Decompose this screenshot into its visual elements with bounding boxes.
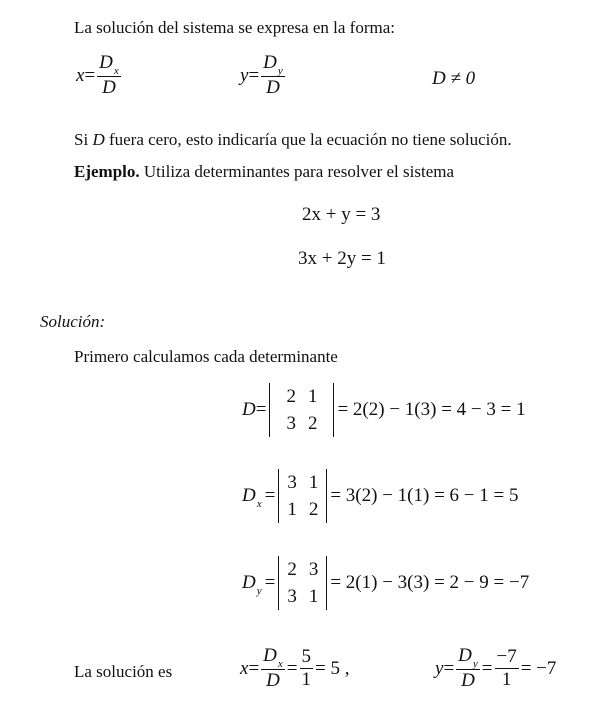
formula-x [76, 52, 123, 99]
denominator: D [102, 77, 116, 98]
matrix-d: 2 1 3 2 [269, 383, 334, 437]
example-text: Ejemplo. Utiliza determinantes para resolver el sistema [74, 162, 455, 181]
step1-text: Primero calculamos cada determinante [74, 347, 338, 366]
matrix-dx: 3 1 1 2 [278, 469, 327, 523]
numerator: D [263, 52, 277, 73]
fraction-dx-over-d [97, 52, 121, 99]
denominator: D [266, 77, 280, 98]
formula-y [240, 52, 287, 99]
solution-heading: Solución: [40, 312, 106, 331]
intro-text: La solución del sistema se expresa en la forma: [74, 18, 395, 37]
final-label: La solución es [74, 662, 173, 681]
subscript: y [277, 65, 283, 77]
numerator: D [99, 52, 113, 73]
var-y: y [240, 64, 249, 86]
equals-sign: = [84, 64, 96, 86]
det-result: = 2(1) − 3(3) = 2 − 9 = −7 [330, 572, 530, 593]
solution-x: x = $\frac{D_x}{D}$ = $\frac{5}{1}$ = 5 , [240, 645, 350, 691]
note-text: Si D fuera cero, esto indicaría que la ecuación no tiene solución. [74, 130, 512, 149]
example-label: Ejemplo. [74, 162, 140, 181]
determinant-dy: $D_y$ = 2 3 3 1 = 2(1) − 3(3) = 2 − 9 = −7 [242, 556, 529, 610]
matrix-dy: 2 3 3 1 [278, 556, 327, 610]
equation-1: 2x + y = 3 [302, 204, 381, 225]
var-x: x [76, 64, 85, 86]
det-name: D [242, 399, 256, 420]
equals-sign: = [248, 64, 260, 86]
det-result: = 3(2) − 1(1) = 6 − 1 = 5 [330, 485, 519, 506]
fraction-dy-over-d [261, 52, 285, 99]
det-result: = 2(2) − 1(3) = 4 − 3 = 1 [337, 399, 526, 420]
subscript: x [113, 65, 119, 77]
determinant-dx: $D_x$ = 3 1 1 2 = 3(2) − 1(1) = 6 − 1 = 5 [242, 469, 518, 523]
equation-2: 3x + 2y = 1 [298, 248, 386, 269]
determinant-d: D = 2 1 3 2 = 2(2) − 1(3) = 4 − 3 = 1 [242, 383, 526, 437]
solution-y: y = $\frac{D_y}{D}$ = $\frac{-7}{1}$ = −7 [435, 645, 557, 691]
condition-d-nonzero: D ≠ 0 [432, 68, 476, 89]
